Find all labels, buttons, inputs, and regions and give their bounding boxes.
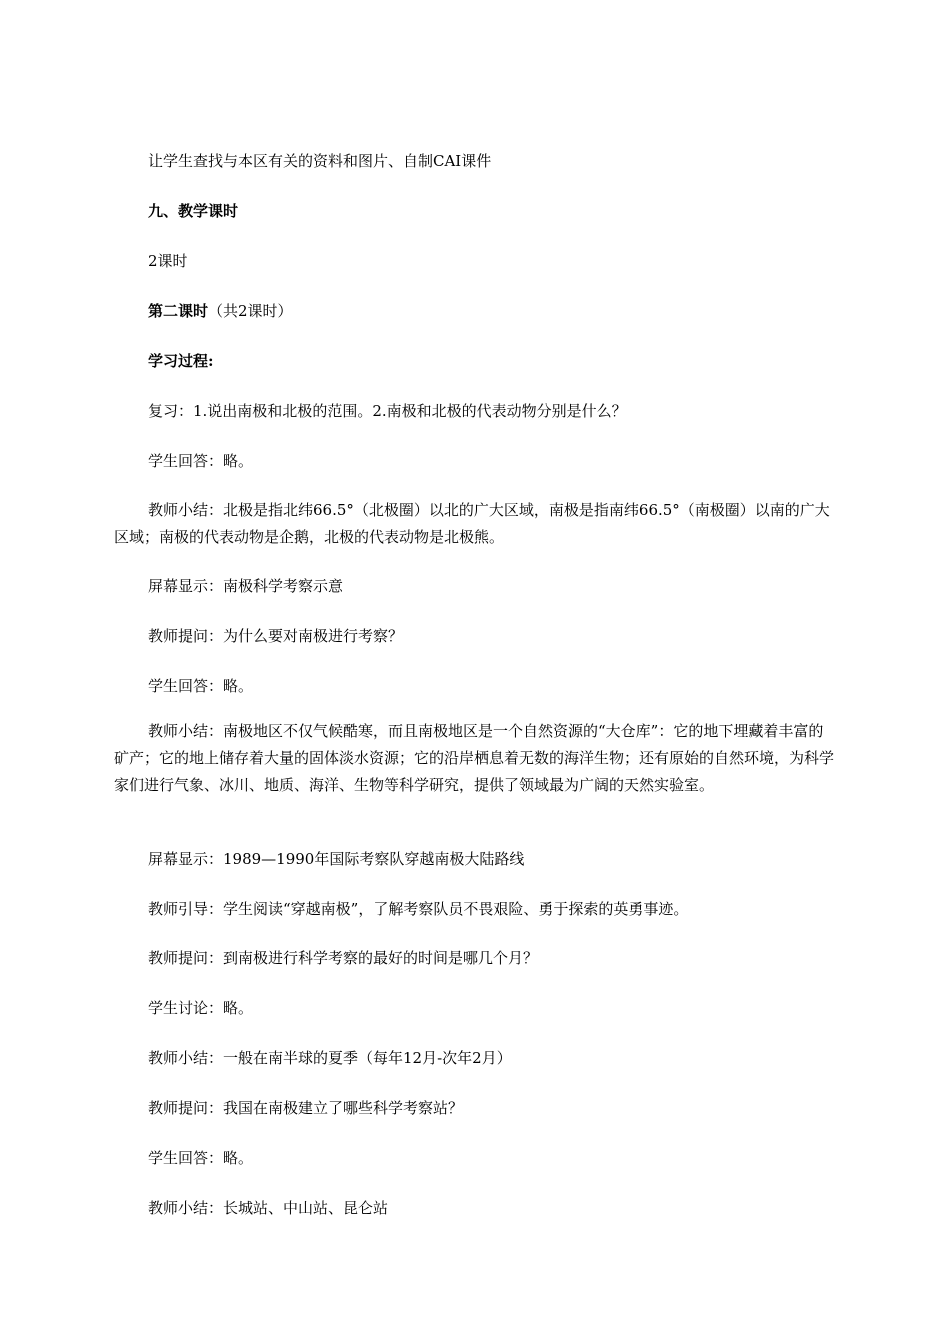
paragraph-teacher-question-3: 教师提问：我国在南极建立了哪些科学考察站？	[148, 1099, 464, 1117]
paragraph-teacher-question-1: 教师提问：为什么要对南极进行考察？	[148, 627, 404, 645]
paragraph-student-answer-3: 学生回答：略。	[148, 1149, 254, 1167]
second-lesson-note: （共2课时）	[208, 302, 293, 320]
paragraph-materials: 让学生查找与本区有关的资料和图片、自制CAI课件	[148, 152, 492, 170]
paragraph-teacher-summary-1: 教师小结：北极是指北纬66.5°（北极圈）以北的广大区域，南极是指南纬66.5°（南极圈）以南的广大区域；南极的代表动物是企鹅，北极的代表动物是北极熊。	[114, 501, 830, 546]
paragraph-student-answer-2: 学生回答：略。	[148, 677, 254, 695]
paragraph-screen-display-2: 屏幕显示：1989—1990年国际考察队穿越南极大陆路线	[148, 850, 525, 868]
paragraph-teacher-summary-3: 教师小结：一般在南半球的夏季（每年12月-次年2月）	[148, 1049, 512, 1067]
paragraph-teacher-summary-2: 教师小结：南极地区不仅气候酷寒，而且南极地区是一个自然资源的“大仓库”：它的地下埋藏着丰富的矿产；它的地上储存着大量的固体淡水资源；它的沿岸栖息着无数的海洋生物；还有原始的自然环境，为科学家们进行气象、冰川、地质、海洋、生物等科学研究，提供了领域最为广阔的天然实验室。	[114, 722, 835, 794]
heading-learning-process: 学习过程:	[148, 352, 214, 370]
second-lesson-label: 第二课时	[148, 302, 209, 320]
paragraph-hours: 2课时	[148, 252, 188, 270]
paragraph-teacher-guide: 教师引导：学生阅读“穿越南极”，了解考察队员不畏艰险、勇于探索的英勇事迹。	[148, 900, 689, 918]
heading-second-lesson	[114, 298, 836, 325]
paragraph-teacher-summary-4: 教师小结：长城站、中山站、昆仑站	[148, 1199, 389, 1217]
paragraph-teacher-question-2: 教师提问：到南极进行科学考察的最好的时间是哪几个月？	[148, 949, 539, 967]
paragraph-student-answer-1: 学生回答：略。	[148, 452, 254, 470]
heading-teaching-hours: 九、教学课时	[148, 202, 239, 220]
paragraph-review: 复习：1.说出南极和北极的范围。2.南极和北极的代表动物分别是什么？	[148, 402, 627, 420]
paragraph-screen-display-1: 屏幕显示：南极科学考察示意	[148, 577, 344, 595]
paragraph-student-discussion: 学生讨论：略。	[148, 999, 254, 1017]
